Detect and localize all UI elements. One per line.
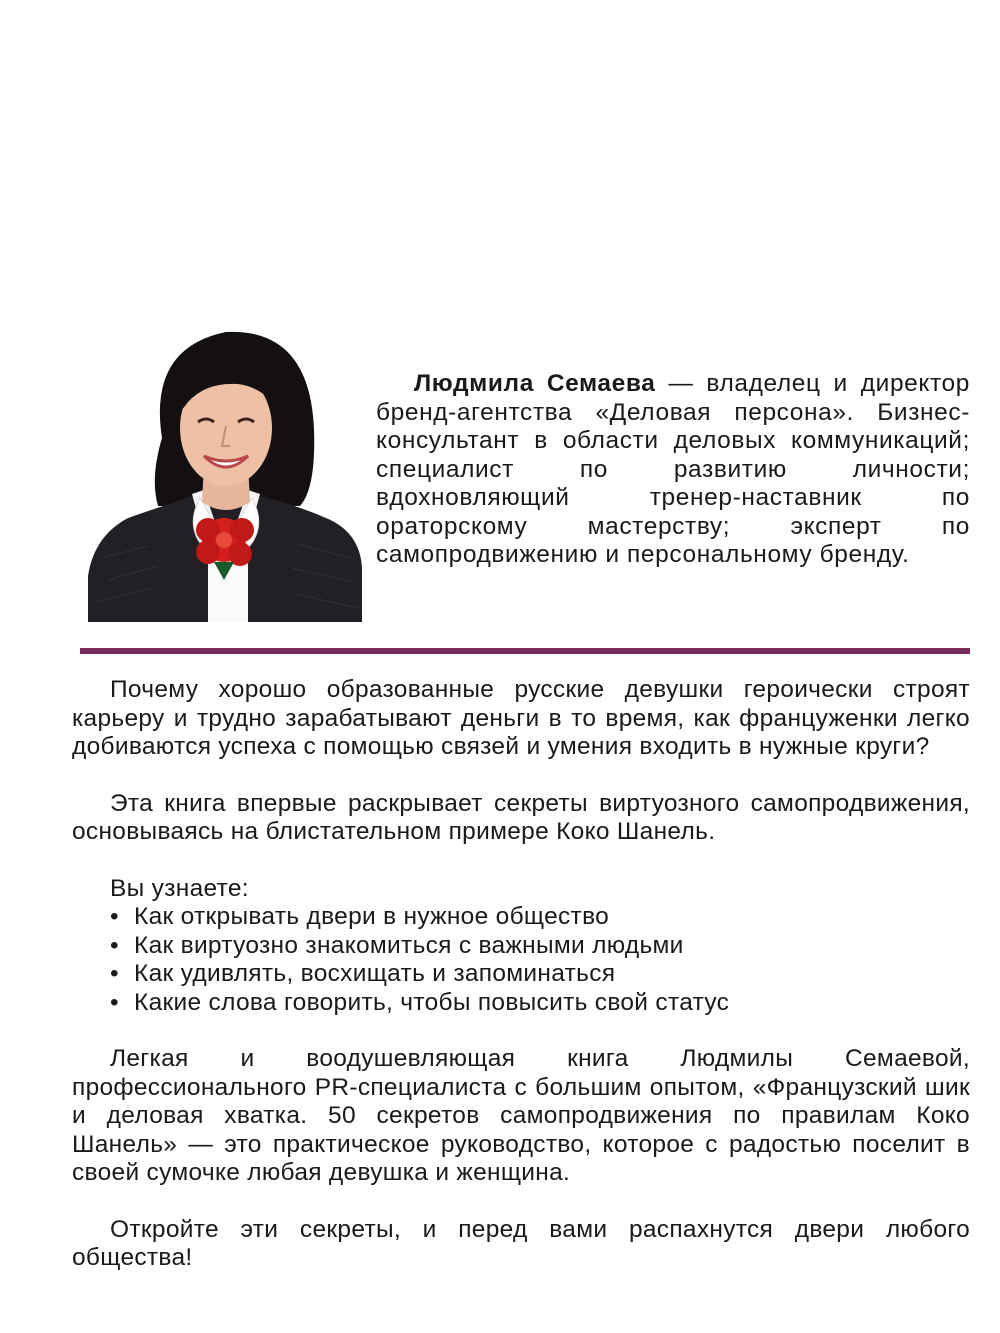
list-item <box>110 989 970 1018</box>
author-bio <box>376 370 970 570</box>
list-item <box>110 960 970 989</box>
section-divider <box>80 648 970 654</box>
paragraph-closing: Откройте эти секреты, и перед вами распахнутся двери любого общества! <box>72 1215 970 1271</box>
paragraph-intro: Эта книга впервые раскрывает секреты виртуозного самопродвижения, основываясь на блистательном примере Коко Шанель. <box>72 789 970 845</box>
bullet-icon: • <box>110 960 119 987</box>
bullet-icon: • <box>110 931 119 959</box>
bullet-icon: • <box>110 903 119 930</box>
author-name: Людмила Семаева <box>414 370 656 397</box>
list-item-text: Как открывать двери в нужное общество <box>134 903 610 930</box>
list-item-text: Как удивлять, восхищать и запоминаться <box>134 960 616 987</box>
paragraph-question: Почему хорошо образованные русские девушки героически строят карьеру и трудно зарабатывают деньги в то время, как француженки легко добиваются успеха с помощью связей и умения входить в нужные круги? <box>72 676 970 760</box>
list-item <box>110 903 970 932</box>
benefits-list <box>72 875 970 1018</box>
author-portrait <box>88 318 362 622</box>
paragraph-book: Легкая и воодушевляющая книга Людмилы Семаевой, профессионального PR-специалиста с большим опытом, «Французский шик и деловая хватка. 50 секретов самопродвижения по правилам Коко Шанель» — это практическое руководство, которое с радостью поселит в своей сумочке любая девушка и женщина. <box>72 1045 970 1186</box>
list-intro: Вы узнаете: <box>110 874 249 902</box>
list-item-text: Какие слова говорить, чтобы повысить свой статус <box>134 988 730 1016</box>
list-item <box>110 932 970 961</box>
book-description <box>72 676 970 1301</box>
portrait-illustration <box>88 318 362 622</box>
list-item-text: Как виртуозно знакомиться с важными людьми <box>134 931 684 959</box>
bullet-icon: • <box>110 988 119 1016</box>
author-bio-text: — владелец и директор бренд-агентства «Деловая персона». Бизнес-консультант в области деловых коммуникаций; специалист по развитию личности; вдохновляющий тренер-наставник по ораторскому мастерству; эксперт по самопродвижению и персональному бренду. <box>376 370 970 568</box>
